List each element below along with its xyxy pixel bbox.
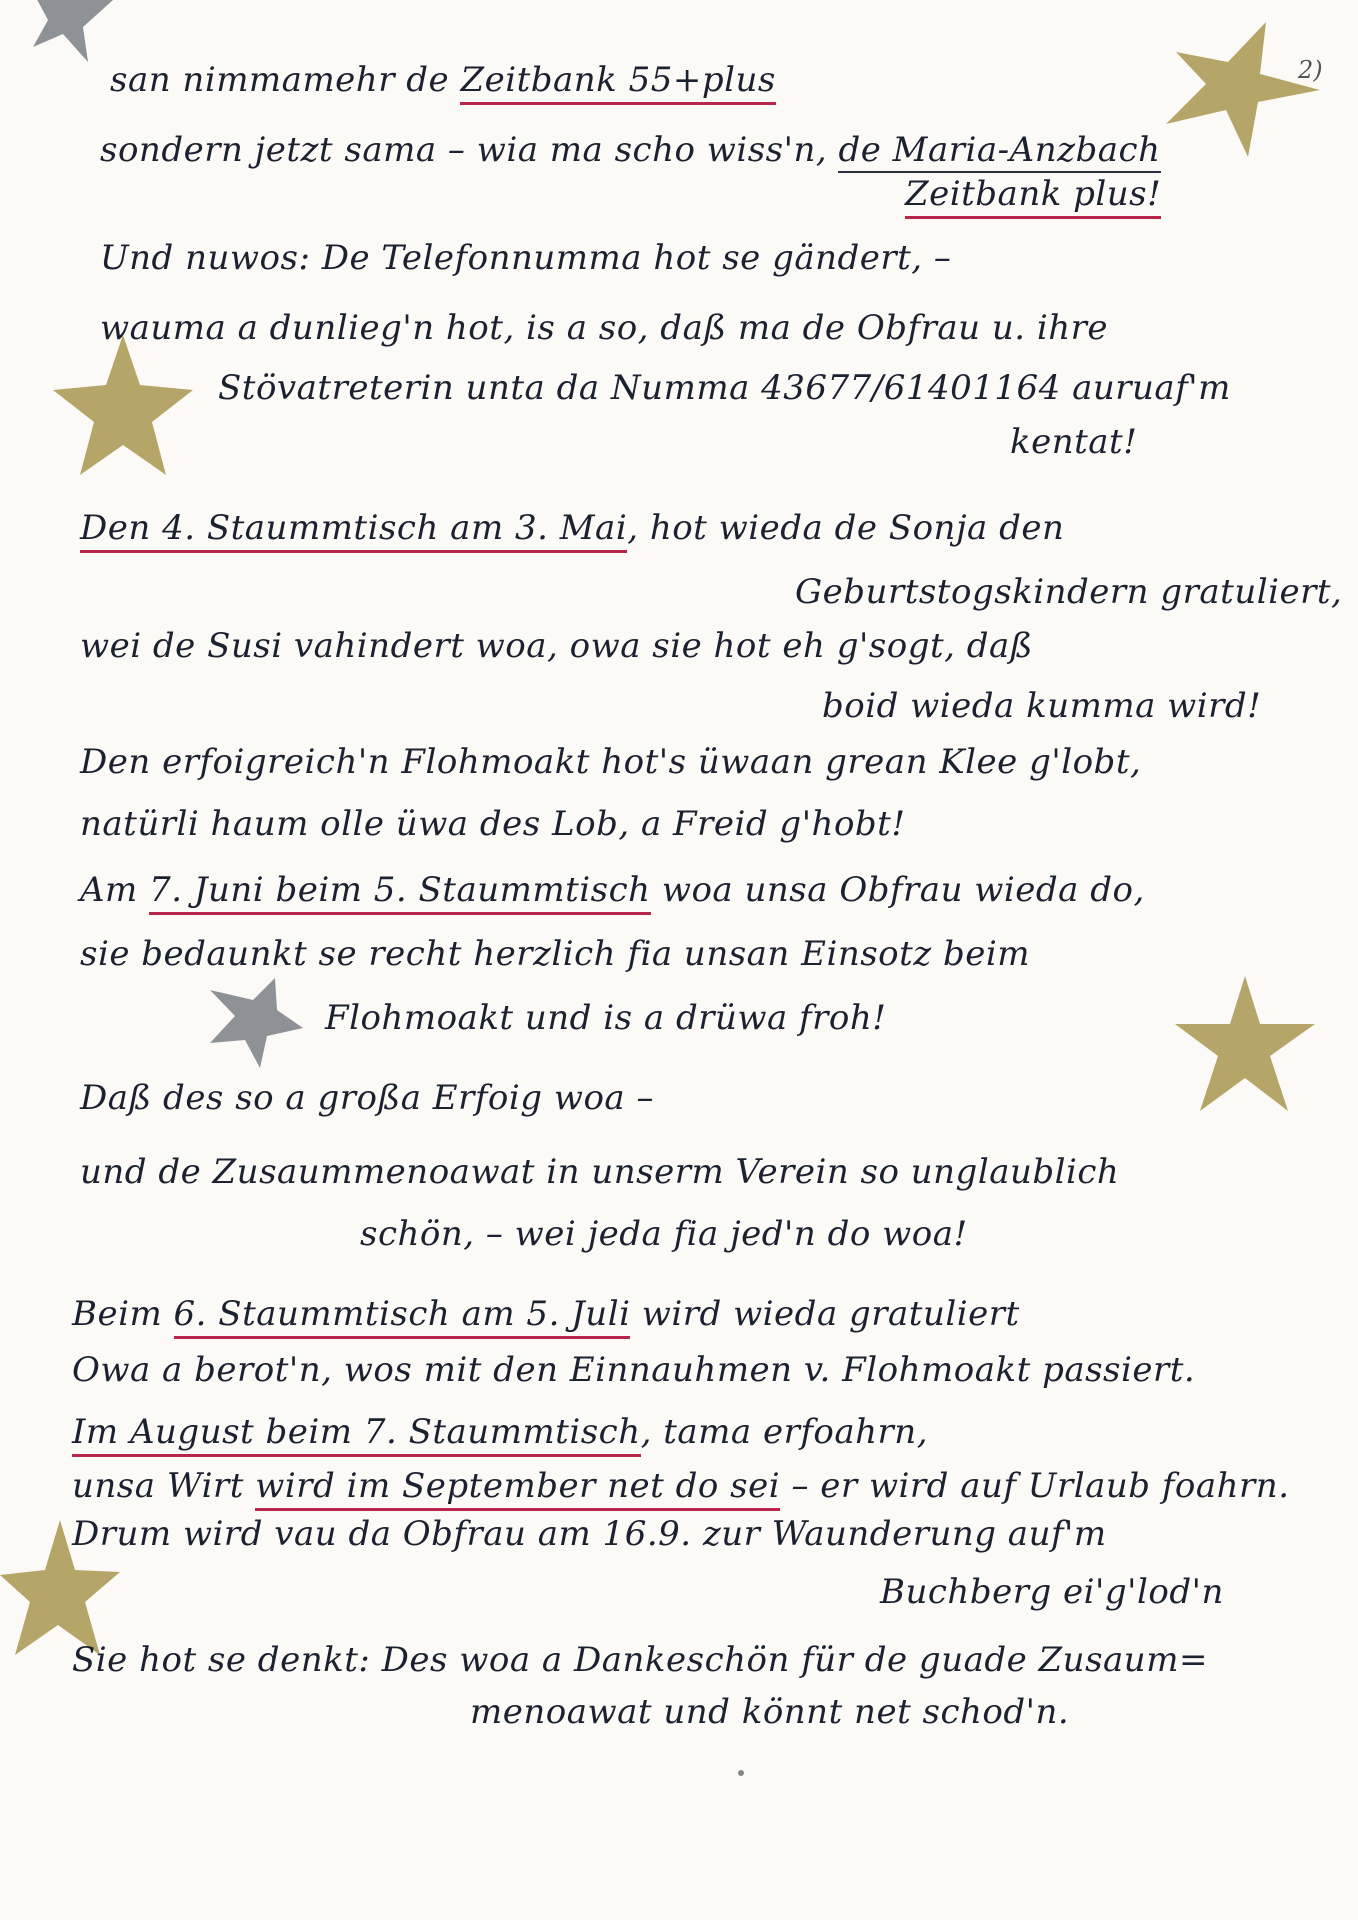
text-line: Geburtstogskindern gratuliert, [795, 572, 1343, 612]
text-span: sondern jetzt sama – wia ma scho wiss'n, [100, 130, 839, 170]
text-line [72, 1410, 928, 1454]
text-line: Und nuwos: De Telefonnumma hot se gändert, – [100, 238, 952, 278]
text-line: sie bedaunkt se recht herzlich fia unsan Einsotz beim [80, 934, 1031, 974]
text-line [80, 506, 1064, 550]
text-span: , tama erfoahrn, [640, 1412, 929, 1452]
text-line: natürli haum olle üwa des Lob, a Freid g'hobt! [80, 804, 906, 844]
text-line: Stövatreterin unta da Numma 43677/61401164 auruaf'm [218, 368, 1231, 408]
text-line [72, 1464, 1290, 1508]
text-span: Beim [72, 1294, 174, 1334]
text-span: Am [80, 870, 150, 910]
text-line [905, 172, 1161, 216]
text-line [110, 58, 776, 102]
text-line: Daß des so a großa Erfoig woa – [80, 1078, 654, 1118]
text-line: wauma a dunlieg'n hot, is a so, daß ma de Obfrau u. ihre [100, 308, 1108, 348]
text-span: , hot wieda de Sonja den [627, 508, 1065, 548]
text-line [80, 868, 1145, 912]
text-span: wird wieda gratuliert [630, 1294, 1020, 1334]
gold-star-top-right-sticker [1148, 22, 1328, 162]
gold-star-left-sticker [48, 330, 198, 480]
text-line: Sie hot se denkt: Des woa a Dankeschön für de guade Zusaum= [72, 1640, 1208, 1680]
text-line: Den erfoigreich'n Flohmoakt hot's üwaan grean Klee g'lobt, [80, 742, 1142, 782]
text-line: und de Zusaummenoawat in unserm Verein so unglaublich [80, 1152, 1120, 1192]
underlined-zeitbank-plus: Zeitbank plus! [905, 174, 1161, 219]
text-line: boid wieda kumma wird! [822, 686, 1262, 726]
stray-mark [738, 1770, 744, 1776]
text-span: woa unsa Obfrau wieda do, [650, 870, 1145, 910]
underlined-7-staummtisch: Im August beim 7. Staummtisch [72, 1412, 641, 1457]
gold-star-right-sticker [1170, 976, 1320, 1116]
text-line: Buchberg ei'g'lod'n [880, 1572, 1224, 1612]
text-span: – er wird auf Urlaub foahrn. [780, 1466, 1290, 1506]
silver-star-top-left-sticker [28, 0, 118, 62]
underlined-5-staummtisch: 7. Juni beim 5. Staummtisch [149, 870, 650, 915]
text-line [100, 128, 1161, 172]
text-line: Flohmoakt und is a drüwa froh! [325, 998, 887, 1038]
underlined-zeitbank-55plus: Zeitbank 55+plus [460, 60, 775, 105]
underlined-maria-anzbach: de Maria-Anzbach [838, 130, 1160, 173]
underlined-september: wird im September net do sei [255, 1466, 780, 1511]
text-span: unsa Wirt [72, 1466, 256, 1506]
text-line: Owa a berot'n, wos mit den Einnauhmen v. Flohmoakt passiert. [72, 1350, 1196, 1390]
page-number: 2) [1298, 56, 1323, 84]
text-line: schön, – wei jeda fia jed'n do woa! [360, 1214, 968, 1254]
text-line: menoawat und könnt net schod'n. [470, 1692, 1070, 1732]
text-span: san nimmamehr de [110, 60, 461, 100]
text-line: wei de Susi vahindert woa, owa sie hot eh g'sogt, daß [80, 626, 1034, 666]
underlined-6-staummtisch: 6. Staummtisch am 5. Juli [174, 1294, 631, 1339]
text-line: kentat! [1010, 422, 1138, 462]
text-line [72, 1292, 1020, 1336]
underlined-4-staummtisch: Den 4. Staummtisch am 3. Mai [80, 508, 627, 553]
text-line: Drum wird vau da Obfrau am 16.9. zur Waunderung auf'm [72, 1514, 1107, 1554]
silver-star-middle-sticker [205, 978, 305, 1068]
